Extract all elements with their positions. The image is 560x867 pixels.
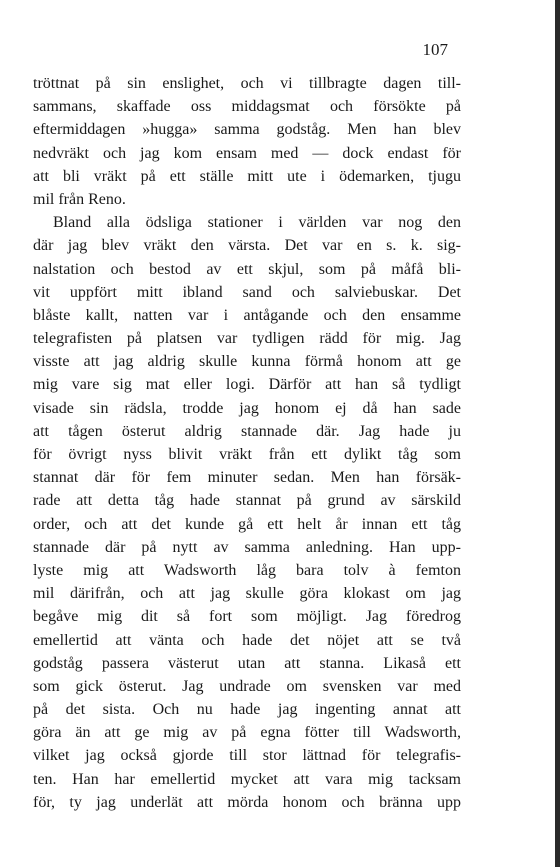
text-line: att tågen österut aldrig stannade där. Jag hade ju	[33, 422, 461, 440]
text-line: eftermiddagen »hugga» samma godståg. Men han blev	[33, 121, 461, 139]
text-line: för, ty jag underlät att mörda honom och bränna upp	[33, 793, 461, 811]
text-line: nedvräkt och jag kom ensam med — dock endast för	[33, 144, 461, 162]
text-line: ten. Han har emellertid mycket att vara mig tacksam	[33, 770, 461, 788]
text-line: order, och att det kunde gå ett helt år innan ett tåg	[33, 515, 461, 533]
text-line: vit uppfört mitt ibland sand och salviebuskar. Det	[33, 283, 461, 301]
text-line: där jag blev vräkt den värsta. Det var en s. k. sig-	[33, 237, 461, 255]
text-line: lyste mig att Wadsworth låg bara tolv à femton	[33, 561, 461, 579]
text-line: tröttnat på sin enslighet, och vi tillbragte dagen till-	[33, 75, 461, 92]
text-line: emellertid att vänta och hade det nöjet att se två	[33, 631, 461, 649]
text-line: rade att detta tåg hade stannat på grund av särskild	[33, 492, 461, 510]
text-line: mig vare sig mat eller logi. Därför att han så tydligt	[33, 376, 461, 394]
text-line: blåste kallt, natten var i antågande och den ensamme	[33, 306, 461, 324]
page-number: 107	[422, 40, 448, 59]
text-line: göra än att ge mig av på egna fötter till Wadsworth,	[33, 724, 461, 742]
page-edge-shadow	[555, 0, 560, 867]
text-line: mil därifrån, och att jag skulle göra klokast om jag	[33, 585, 461, 603]
text-line: begåve mig dit så fort som möjligt. Jag föredrog	[33, 608, 461, 626]
text-line: nalstation och bestod av ett skjul, som på måfå bli-	[33, 260, 461, 278]
text-line: stannade där på nytt av samma anledning. Han upp-	[33, 538, 461, 556]
text-line: stannat där för fem minuter sedan. Men han försäk-	[33, 469, 461, 487]
text-line: godståg passera västerut utan att stanna. Likaså ett	[33, 654, 461, 672]
text-line: telegrafisten på platsen var tydligen rädd för mig. Jag	[33, 330, 461, 348]
body-text	[33, 72, 461, 814]
text-line: mil från Reno.	[33, 190, 126, 208]
text-line: Bland alla ödsliga stationer i världen var nog den	[53, 214, 461, 232]
text-line: vilket jag också gjorde till stor lättnad för telegrafis-	[33, 747, 461, 765]
text-line: att bli vräkt på ett ställe mitt ute i ödemarken, tjugu	[33, 167, 461, 185]
text-line: på det sista. Och nu hade jag ingenting annat att	[33, 701, 461, 719]
text-line: för övrigt nyss blivit vräkt från ett dylikt tåg som	[33, 446, 461, 463]
text-line: visste att jag aldrig skulle kunna förmå honom att ge	[33, 353, 461, 371]
text-line: sammans, skaffade oss middagsmat och försökte på	[33, 98, 461, 116]
text-line: visade sin rädsla, trodde jag honom ej då han sade	[33, 399, 461, 417]
text-line: som gick österut. Jag undrade om svensken var med	[33, 677, 461, 695]
